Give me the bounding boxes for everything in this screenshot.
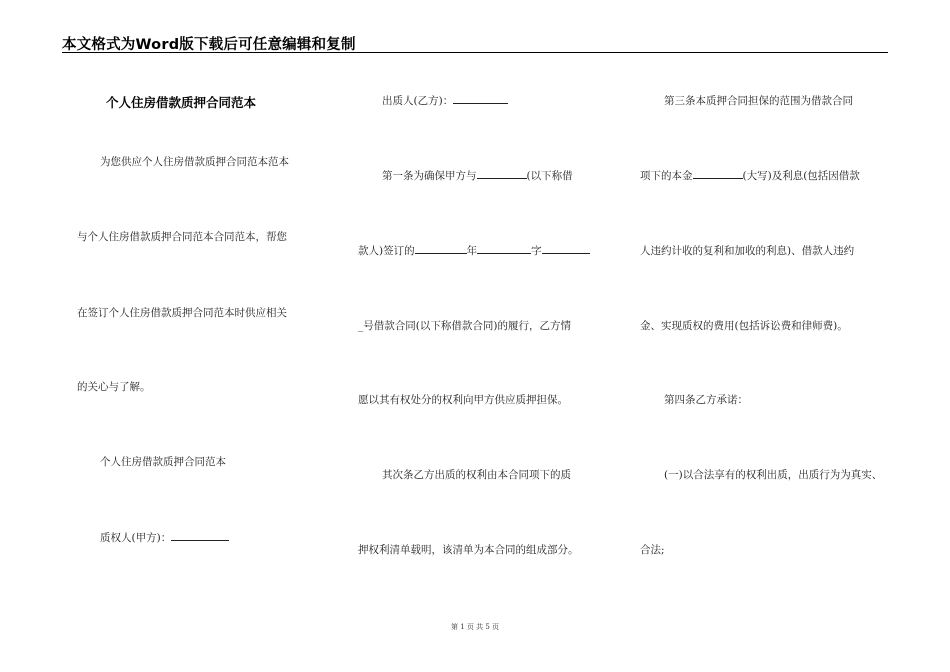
pledgor-label: 出质人(乙方)：	[382, 95, 454, 107]
article1-line-1	[382, 168, 573, 183]
article1-year: 年	[466, 245, 478, 257]
pledgor-blank	[453, 93, 508, 104]
date-blank	[415, 243, 467, 254]
principal-blank	[693, 168, 743, 179]
article3-text-b: (大写)及利息(包括因借款	[742, 170, 860, 182]
article1-text-b: (以下称借	[526, 170, 573, 182]
intro-line-4: 的关心与了解。	[77, 381, 151, 393]
article2-line-2: 押权利清单载明，该清单为本合同的组成部分。	[358, 544, 579, 556]
article1-text-c: 款人)签订的	[358, 245, 415, 257]
document-header: 本文格式为Word版下载后可任意编辑和复制	[62, 37, 356, 53]
intro-line-3: 在签订个人住房借款质押合同范本时供应相关	[77, 307, 287, 319]
borrower-blank	[477, 168, 527, 179]
pledgee-label: 质权人(甲方)：	[100, 532, 172, 544]
article1-line-4: 愿以其有权处分的权利向甲方供应质押担保。	[358, 394, 568, 406]
document-title: 个人住房借款质押合同范本	[106, 95, 257, 110]
intro-line-2: 与个人住房借款质押合同范本合同范本，帮您	[77, 231, 287, 243]
article1-line-2	[358, 243, 590, 258]
article3-line-2	[640, 168, 860, 183]
intro-line-1: 为您供应个人住房借款质押合同范本范本	[100, 156, 289, 168]
number-blank	[542, 243, 590, 254]
article1-text-a: 第一条为确保甲方与	[382, 170, 477, 182]
pledgee-blank	[171, 530, 229, 541]
pledgee-field	[100, 530, 229, 545]
page-number: 第 1 页 共 5 页	[450, 623, 500, 631]
article4-line-2: 合法;	[640, 544, 665, 556]
pledgor-field	[382, 93, 508, 108]
article4-line-1: (一)以合法享有的权利出质，出质行为为真实、	[664, 469, 883, 481]
article3-line-1: 第三条本质押合同担保的范围为借款合同	[664, 95, 853, 107]
section-subtitle: 个人住房借款质押合同范本	[100, 456, 226, 468]
header-rule	[62, 52, 888, 53]
article3-line-4: 金、实现质权的费用(包括诉讼费和律师费)。	[640, 320, 848, 332]
article1-char: 字	[531, 245, 542, 257]
article4-title: 第四条乙方承诺：	[664, 394, 748, 406]
contract-no-blank	[477, 243, 531, 254]
article2-line-1: 其次条乙方出质的权利由本合同项下的质	[382, 469, 571, 481]
article3-line-3: 人违约计收的复利和加收的利息)、借款人违约	[640, 245, 855, 257]
article3-text-a: 项下的本金	[640, 170, 693, 182]
article1-line-3: _号借款合同(以下称借款合同)的履行，乙方情	[358, 320, 571, 332]
